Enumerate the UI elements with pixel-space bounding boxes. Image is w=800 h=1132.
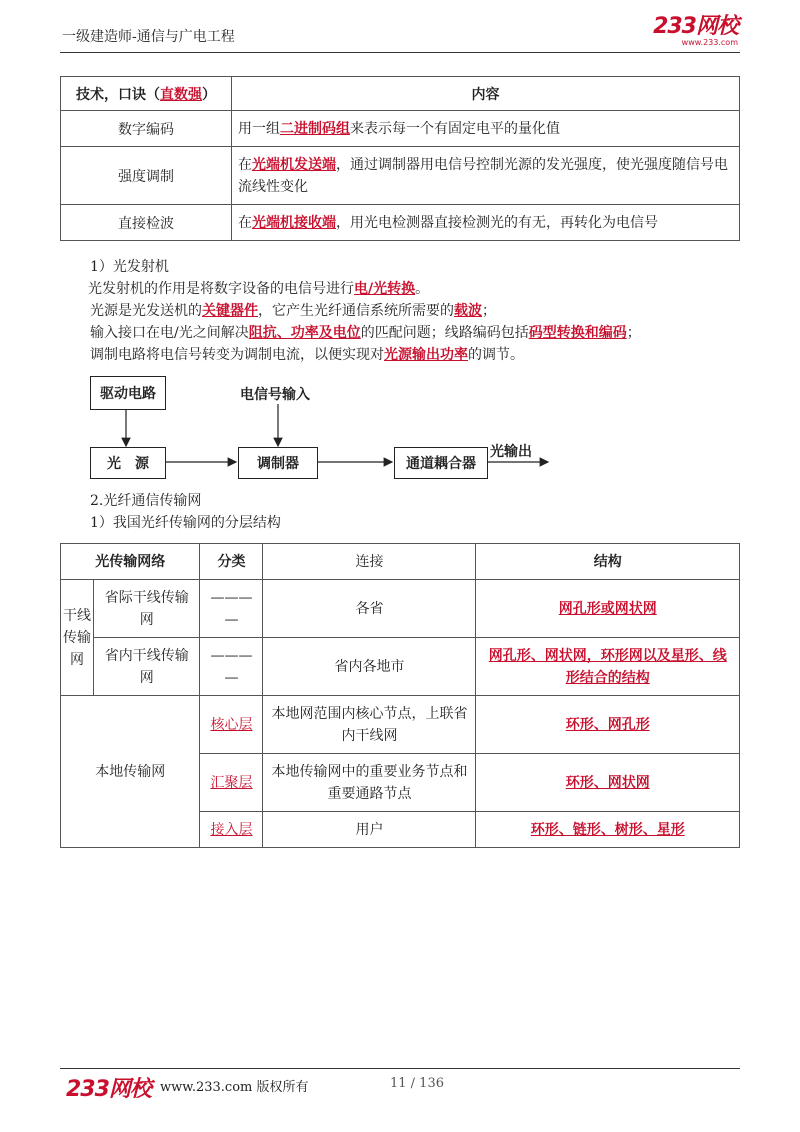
logo-text: 233网校 xyxy=(653,14,738,39)
tech-name: 直接检波 xyxy=(61,205,232,241)
network-structure: 网孔形、网状网，环形网以及星形、线形结合的结构 xyxy=(476,638,740,696)
network-category: 核心层 xyxy=(200,696,263,754)
network-structure: 环形、网孔形 xyxy=(476,696,740,754)
col-technique: 技术，口诀（直数强） xyxy=(61,77,232,111)
table-row xyxy=(61,696,740,754)
network-connection: 省内各地市 xyxy=(263,638,476,696)
section-heading: 2.光纤通信传输网 xyxy=(90,493,202,509)
network-category: 汇聚层 xyxy=(200,754,263,812)
network-structure: 网孔形或网状网 xyxy=(476,580,740,638)
network-category: ——— — xyxy=(200,638,263,696)
tech-content: 用一组二进制码组来表示每一个有固定电平的量化值 xyxy=(232,111,740,147)
drive-circuit-box: 驱动电路 xyxy=(90,376,166,410)
tech-content: 在光端机发送端，通过调制器用电信号控制光源的发光强度，使光强度随信号电流线性变化 xyxy=(232,147,740,205)
tech-content: 在光端机接收端，用光电检测器直接检测光的有无，再转化为电信号 xyxy=(232,205,740,241)
network-connection: 各省 xyxy=(263,580,476,638)
col-content: 内容 xyxy=(232,77,740,111)
signal-input-label: 电信号输入 xyxy=(240,387,310,403)
page-number: 11 / 136 xyxy=(390,1076,444,1091)
network-name: 省际干线传输网 xyxy=(94,580,200,638)
sub-heading: 1）我国光纤传输网的分层结构 xyxy=(90,515,281,531)
footer-divider xyxy=(60,1068,740,1069)
section-heading: 1）光发射机 xyxy=(90,259,169,275)
network-name: 省内干线传输网 xyxy=(94,638,200,696)
coupler-box: 通道耦合器 xyxy=(394,447,488,479)
network-category: 接入层 xyxy=(200,812,263,848)
network-connection: 本地传输网中的重要业务节点和重要通路节点 xyxy=(263,754,476,812)
trunk-network-label: 干线传输网 xyxy=(61,580,94,696)
local-network-label: 本地传输网 xyxy=(61,696,200,848)
network-structure: 环形、网状网 xyxy=(476,754,740,812)
table-header-row xyxy=(61,544,740,580)
footer-logo[interactable]: 233网校 xyxy=(66,1077,151,1102)
logo-url: www.233.com xyxy=(681,38,738,47)
paragraph: 调制电路将电信号转变为调制电流，以便实现对光源输出功率的调节。 xyxy=(90,347,524,363)
header-title: 一级建造师-通信与广电工程 xyxy=(62,29,235,45)
light-output-label: 光输出 xyxy=(490,444,532,460)
paragraph: 光发射机的作用是将数字设备的电信号进行电/光转换。 xyxy=(88,281,430,297)
network-structure-table xyxy=(60,543,740,848)
diagram-arrows xyxy=(0,0,800,500)
network-connection: 用户 xyxy=(263,812,476,848)
network-category: ——— — xyxy=(200,580,263,638)
light-source-box: 光 源 xyxy=(90,447,166,479)
col-network: 光传输网络 xyxy=(61,544,200,580)
network-connection: 本地网范围内核心节点，上联省内干线网 xyxy=(263,696,476,754)
col-category: 分类 xyxy=(200,544,263,580)
table-row xyxy=(61,638,740,696)
network-section xyxy=(90,490,750,534)
col-structure: 结构 xyxy=(476,544,740,580)
paragraph: 输入接口在电/光之间解决阻抗、功率及电位的匹配问题；线路编码包括码型转换和编码； xyxy=(90,325,641,341)
tech-name: 强度调制 xyxy=(61,147,232,205)
network-structure: 环形、链形、树形、星形 xyxy=(476,812,740,848)
table-row xyxy=(61,580,740,638)
footer-copyright: www.233.com 版权所有 xyxy=(160,1080,309,1095)
col-connection: 连接 xyxy=(263,544,476,580)
paragraph: 光源是光发送机的关键器件，它产生光纤通信系统所需要的载波； xyxy=(90,303,496,319)
tech-name: 数字编码 xyxy=(61,111,232,147)
modulator-box: 调制器 xyxy=(238,447,318,479)
